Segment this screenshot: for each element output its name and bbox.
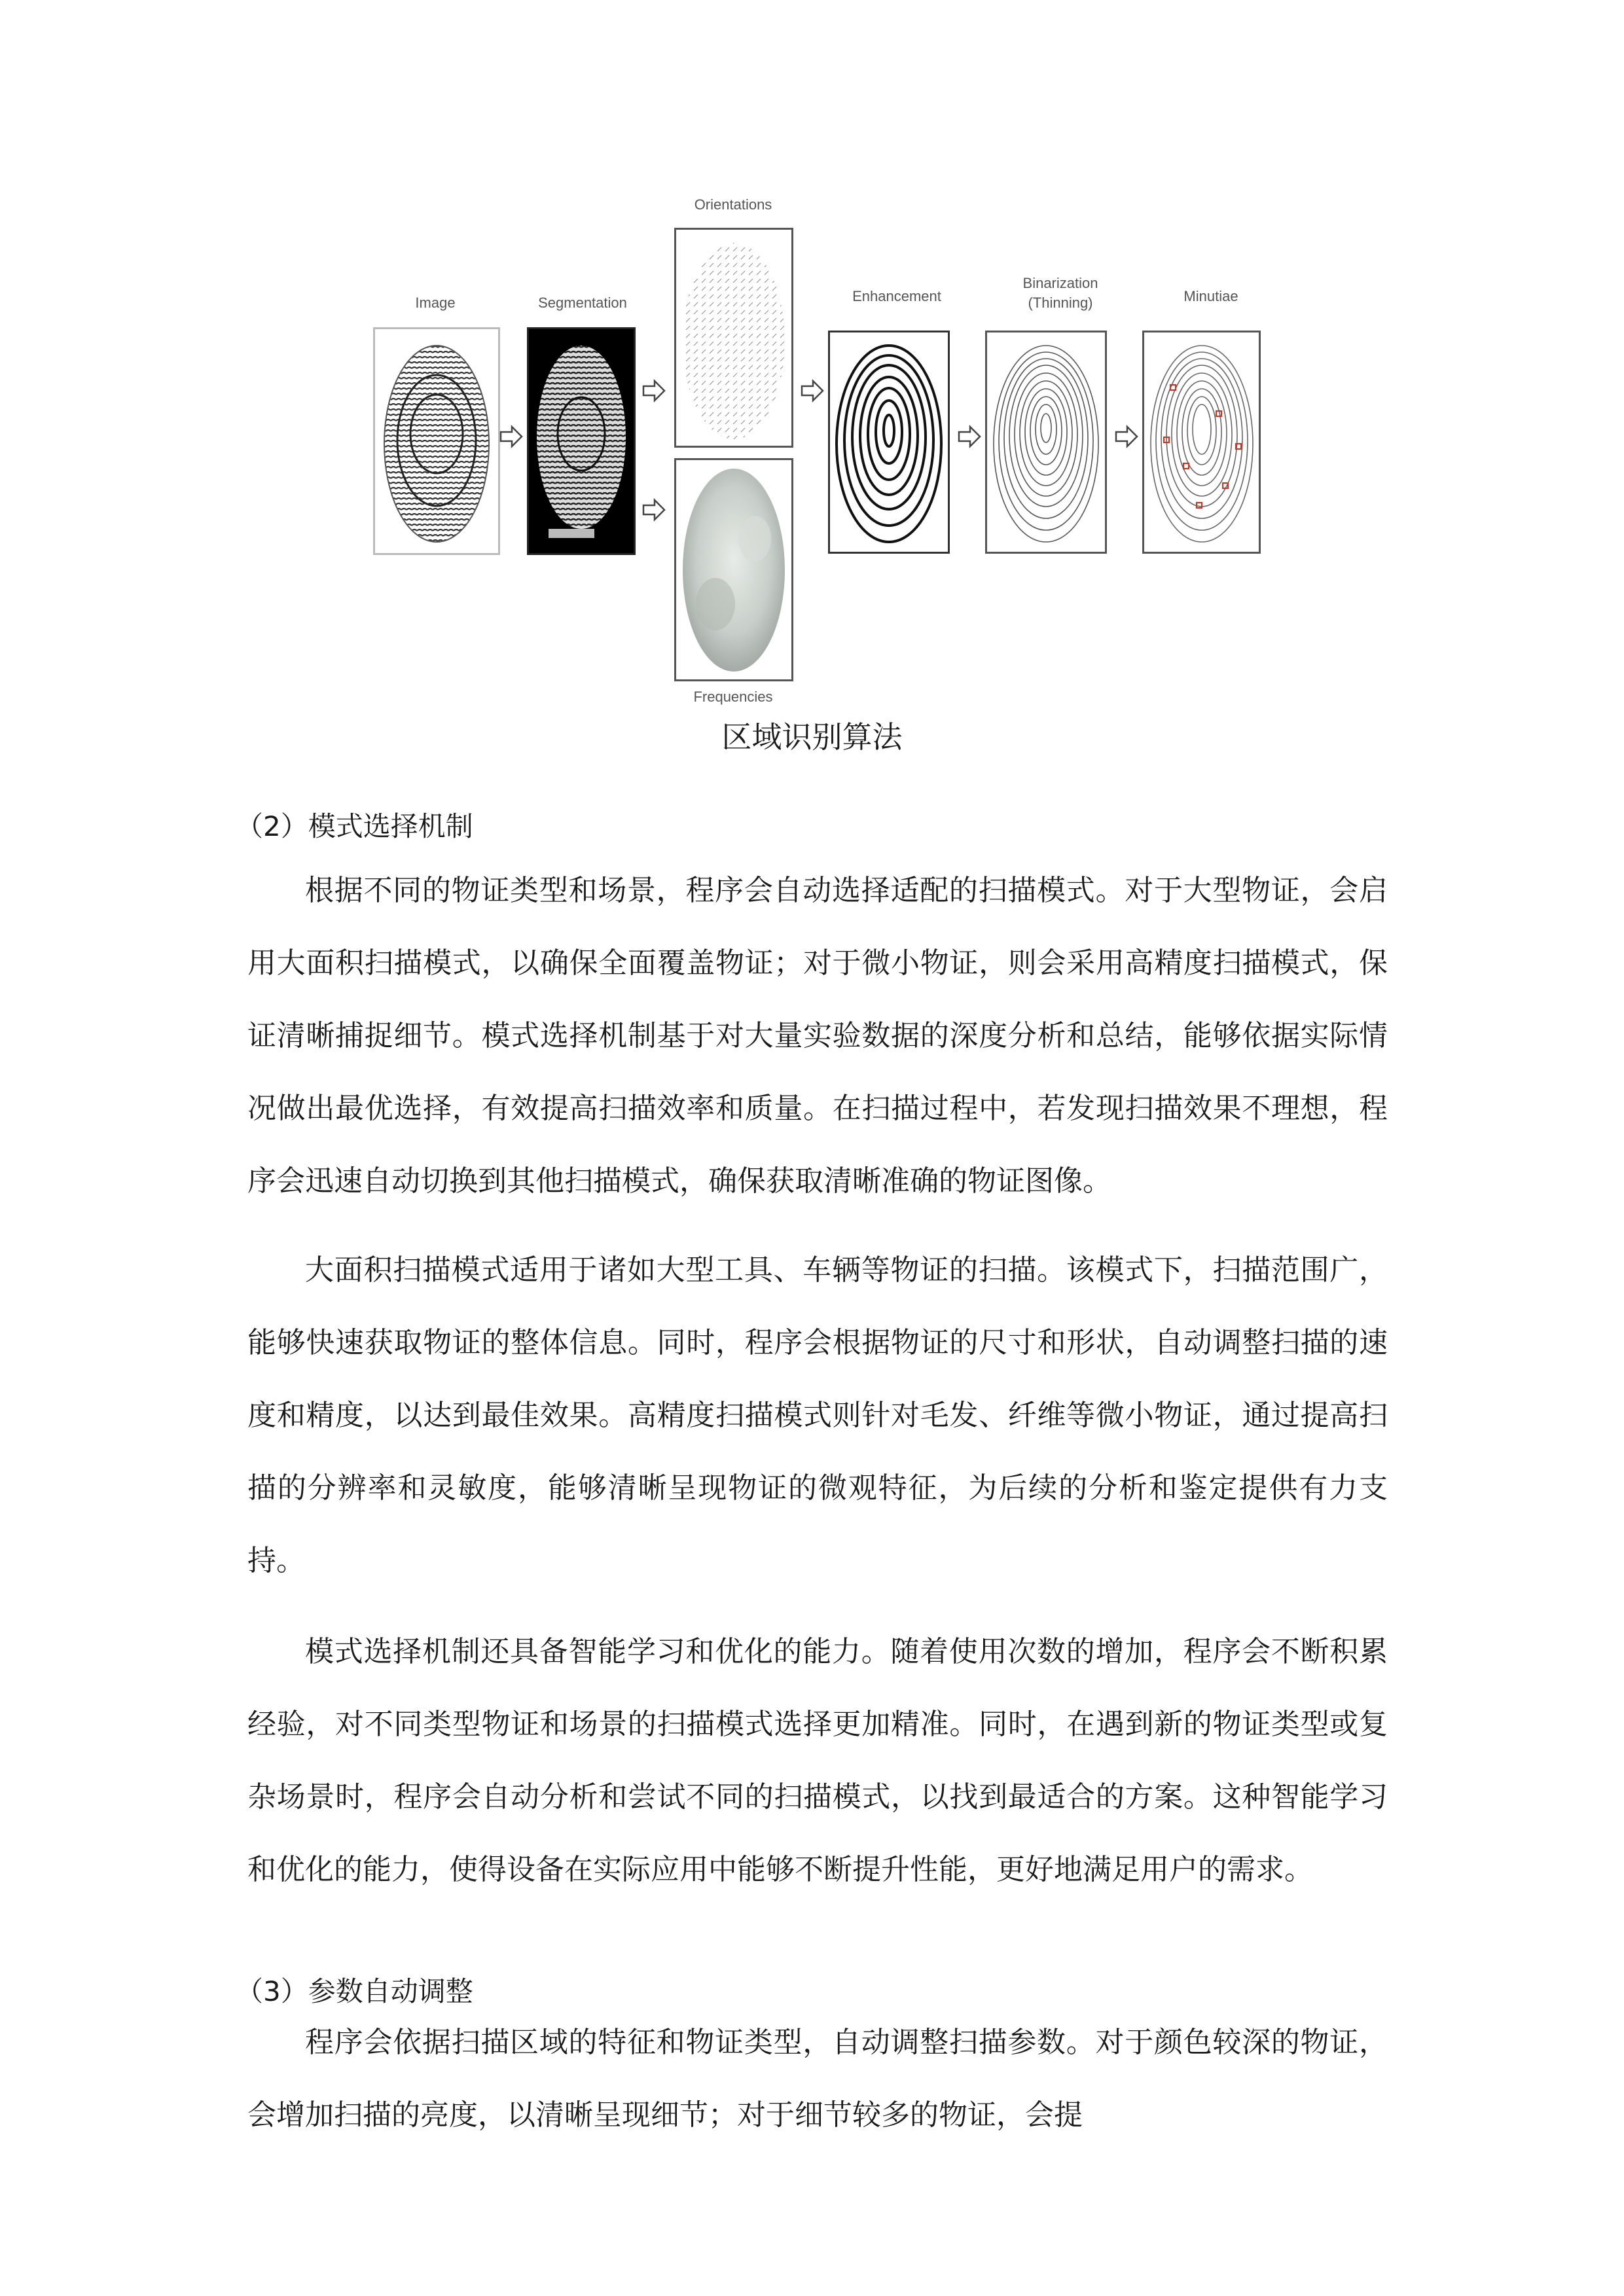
label-minutiae: Minutiae: [1183, 288, 1238, 304]
frequency-map-image: [676, 460, 791, 679]
figure-caption: 区域识别算法: [721, 719, 903, 755]
panel-minutiae: [1142, 331, 1261, 554]
enhanced-fingerprint-image: [830, 332, 948, 552]
panel-image: [373, 327, 500, 555]
section-heading-mode-selection: （2）模式选择机制: [236, 810, 473, 842]
panel-enhancement: [828, 331, 950, 554]
arrow-right-icon: [499, 424, 524, 449]
paragraph: 根据不同的物证类型和场景，程序会自动选择适配的扫描模式。对于大型物证，会启用大面积扫描模式，以确保全面覆盖物证；对于微小物证，则会采用高精度扫描模式，保证清晰捕捉细节。模式选择机制基于对大量实验数据的深度分析和总结，能够依据实际情况做出最优选择，有效提高扫描效率和质量。在扫描过程中，若发现扫描效果不理想，程序会迅速自动切换到其他扫描模式，确保获取清晰准确的物证图像。: [247, 874, 1388, 1198]
arrow-right-icon: [1114, 424, 1139, 449]
label-segmentation: Segmentation: [538, 295, 627, 311]
arrow-right-icon: [800, 378, 825, 403]
label-enhancement: Enhancement: [852, 288, 941, 304]
label-binarization: Binarization: [1022, 275, 1098, 291]
arrow-right-icon: [641, 497, 666, 522]
thinned-fingerprint-image: [987, 332, 1105, 552]
paragraph: 程序会依据扫描区域的特征和物证类型，自动调整扫描参数。对于颜色较深的物证，会增加扫描的亮度，以清晰呈现细节；对于细节较多的物证，会提: [247, 2026, 1388, 2132]
fingerprint-raw-image: [375, 329, 498, 553]
label-thinning: (Thinning): [1028, 295, 1093, 311]
panel-segmentation: [527, 327, 636, 555]
panel-frequencies: [674, 458, 793, 681]
fingerprint-segmented-image: [529, 329, 634, 553]
label-orientations: Orientations: [694, 196, 772, 213]
orientation-field-image: [676, 230, 791, 446]
label-frequencies: Frequencies: [693, 689, 773, 705]
panel-binarization: [985, 331, 1107, 554]
arrow-right-icon: [641, 378, 666, 403]
paragraph: 模式选择机制还具备智能学习和优化的能力。随着使用次数的增加，程序会不断积累经验，对不同类型物证和场景的扫描模式选择更加精准。同时，在遇到新的物证类型或复杂场景时，程序会自动分析和尝试不同的扫描模式，以找到最适合的方案。这种智能学习和优化的能力，使得设备在实际应用中能够不断提升性能，更好地满足用户的需求。: [247, 1635, 1388, 1886]
label-image: Image: [415, 295, 456, 311]
minutiae-fingerprint-image: [1144, 332, 1259, 552]
section-heading-parameter-adjustment: （3）参数自动调整: [236, 1975, 473, 2007]
panel-orientations: [674, 228, 793, 448]
arrow-right-icon: [957, 424, 982, 449]
paragraph: 大面积扫描模式适用于诸如大型工具、车辆等物证的扫描。该模式下，扫描范围广，能够快速获取物证的整体信息。同时，程序会根据物证的尺寸和形状，自动调整扫描的速度和精度，以达到最佳效果。高精度扫描模式则针对毛发、纤维等微小物证，通过提高扫描的分辨率和灵敏度，能够清晰呈现物证的微观特征，为后续的分析和鉴定提供有力支持。: [247, 1253, 1388, 1577]
